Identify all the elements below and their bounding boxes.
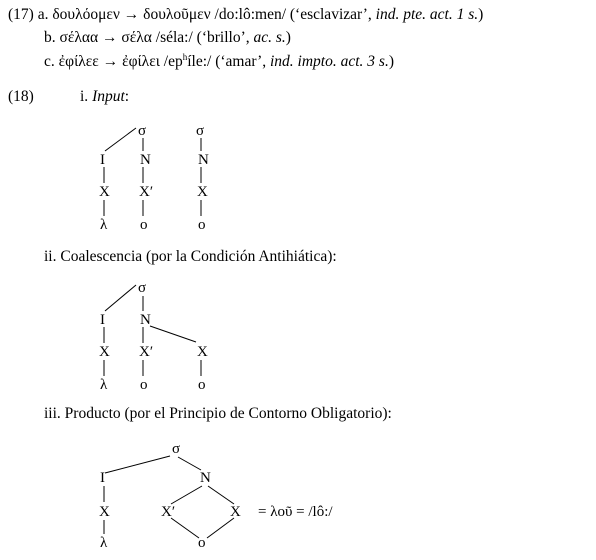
association-line [105,456,170,473]
association-line [208,486,234,504]
segment-o: o [198,535,206,551]
timing-slot: X [197,344,208,360]
tree-input [99,123,209,233]
timing-slot: X [99,504,110,520]
segment-lambda: λ [100,535,108,551]
sigma-node: σ [138,123,147,139]
greek-form: σέλα [121,29,152,46]
item-letter: b. [44,29,56,46]
item-letter: a. [37,6,49,23]
association-line [150,326,196,342]
timing-slot: X′ [139,184,154,200]
gloss: (‘esclavizar’, [289,6,372,23]
grammar: ind. pte. act. 1 s. [375,6,479,23]
nucleus-node: N [140,312,151,328]
association-line [105,285,136,311]
onset-node: I [100,152,105,168]
association-line [171,518,199,538]
timing-slot: X′ [161,504,176,520]
onset-node: I [100,312,105,328]
grammar: ind. impto. act. 3 s. [269,53,389,70]
segment-o: o [198,217,206,233]
segment-lambda: λ [100,377,108,393]
greek-form: δουλόομεν [52,6,120,23]
greek-form: ἐφίλει [122,53,160,70]
gloss: (‘amar’, [215,53,267,70]
segment-o: o [140,377,148,393]
sigma-node: σ [196,123,205,139]
arrow: → [123,6,140,23]
example-17-line-b: b. σέλαα → σέλα /séla:/ (‘brillo’, ac. s.) [44,29,291,46]
association-line [178,457,201,470]
nucleus-node: N [198,152,209,168]
arrow: → [102,53,119,70]
segment-o: o [140,217,148,233]
onset-node: I [100,470,105,486]
association-line [105,128,136,151]
greek-form: δουλοῦμεν [143,6,211,23]
section-iii-title: iii. Producto (por el Principio de Contorno Obligatorio): [44,405,392,422]
segment-lambda: λ [100,217,108,233]
grammar: ac. s. [253,29,286,46]
timing-slot: X [99,344,110,360]
greek-form: ἐφίλεε [58,53,99,70]
example-18-number: (18) [8,88,34,105]
section-ii-title: ii. Coalescencia (por la Condición Antihiática): [44,248,337,265]
segment-o: o [198,377,206,393]
association-line [207,518,234,538]
sigma-node: σ [138,280,147,296]
greek-form: σέλαα [59,29,99,46]
timing-slot: X′ [139,344,154,360]
association-line [171,486,202,504]
section-i-title: i. Input: [80,88,130,105]
timing-slot: X [197,184,208,200]
arrow: → [102,29,118,46]
nucleus-node: N [200,470,211,486]
tree-product [99,441,333,551]
example-17-line-c: c. ἐφίλεε → ἐφίλει $/ep^híle:/$ (‘amar’, ind. impto. act. 3 s.) [44,52,394,70]
phonetic: $/ep^híle:/$ [163,52,212,70]
phonetic: /séla:/ [155,29,193,46]
result-formula: = λοῦ = /lô:/ [258,504,333,520]
gloss: (‘brillo’, [196,29,250,46]
tree-coalescence [99,280,208,393]
timing-slot: X [99,184,110,200]
nucleus-node: N [140,152,151,168]
example-number: (17) [8,6,34,23]
item-letter: c. [44,53,55,70]
example-17-line-a: (17) a. δουλόομεν → δουλοῦμεν /do:lô:men/ (‘esclavizar’, ind. pte. act. 1 s.) [8,6,484,23]
sigma-node: σ [172,441,181,457]
phonetic: /do:lô:men/ [214,6,287,23]
timing-slot: X [230,504,241,520]
